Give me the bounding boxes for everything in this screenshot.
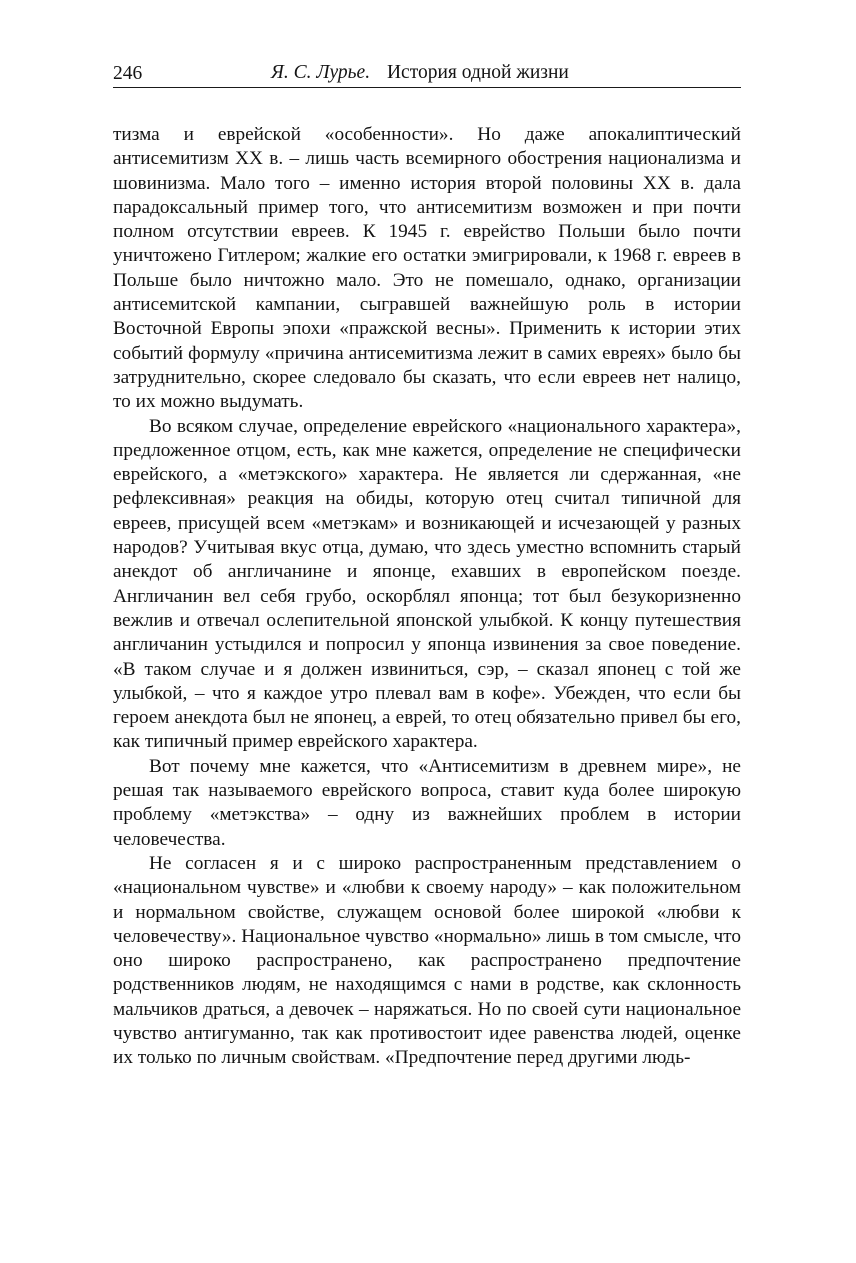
running-header	[113, 60, 741, 88]
page-number: 246	[113, 63, 143, 84]
running-title	[271, 62, 569, 84]
book-page	[113, 60, 741, 1071]
paragraph-1: тизма и еврейской «особенности». Но даже апокалиптический антисемитизм XX в. – лишь часть всемирного обострения национализма и шовинизма. Мало того – именно история второй половины XX в. дала парадоксальный пример того, что антисемитизм возможен и при почти полном отсутствии евреев. К 1945 г. еврейство Польши было почти уничтожено Гитлером; жалкие его остатки эмигрировали, к 1968 г. евреев в Польше было ничтожно мало. Это не помешало, однако, организации антисемитской кампании, сыгравшей важнейшую роль в истории Восточной Европы эпохи «пражской весны». Применить к истории этих событий формулу «причина антисемитизма лежит в самих евреях» было бы затруднительно, скорее следовало бы сказать, что если евреев нет налицо, то их можно выдумать.	[113, 124, 741, 413]
running-head-author: Я. С. Лурье.	[271, 62, 371, 83]
paragraph-3: Вот почему мне кажется, что «Антисемитизм в древнем мире», не решая так называемого еврейского вопроса, ставит куда более широкую проблему «метэкства» – одну из важнейших проблем в истории человечества.	[113, 755, 741, 850]
paragraph-4: Не согласен я и с широко распространенным представлением о «национальном чувстве» и «любви к своему народу» – как положительном и нормальном свойстве, служащем основой более широкой «любви к человечеству». Национальное чувство «нормально» лишь в том смысле, что оно широко распространено, как распространено предпочтение родственников людям, не находящимся с нами в родстве, как склонность мальчиков драться, а девочек – наряжаться. Но по своей сути национальное чувство антигуманно, так как противостоит идее равенства людей, оценке их только по личным свойствам. «Предпочтение перед другими людь-	[113, 852, 741, 1069]
running-head-book-title: История одной жизни	[386, 62, 569, 83]
paragraph-2: Во всяком случае, определение еврейского «национального характера», предложенное отцом, есть, как мне кажется, определение не специфически еврейского, а «метэкского» характера. Не является ли сдержанная, «не рефлексивная» реакция на обиды, которую отец считал типичной для евреев, присущей всем «метэкам» и возникающей и исчезающей у разных народов? Учитывая вкус отца, думаю, что здесь уместно вспомнить старый анекдот об англичанине и японце, ехавших в европейском поезде. Англичанин вел себя грубо, оскорблял японца; тот был безукоризненно вежлив и отвечал ослепительной японской улыбкой. К концу путешествия англичанин устыдился и попросил у японца извинения за свое поведение. «В таком случае и я должен извиниться, сэр, – сказал японец с той же улыбкой, – что я каждое утро плевал вам в кофе». Убежден, что если бы героем анекдота был не японец, а еврей, то отец обязательно привел бы его, как типичный пример еврейского характера.	[113, 415, 741, 753]
body-text	[113, 123, 741, 1071]
